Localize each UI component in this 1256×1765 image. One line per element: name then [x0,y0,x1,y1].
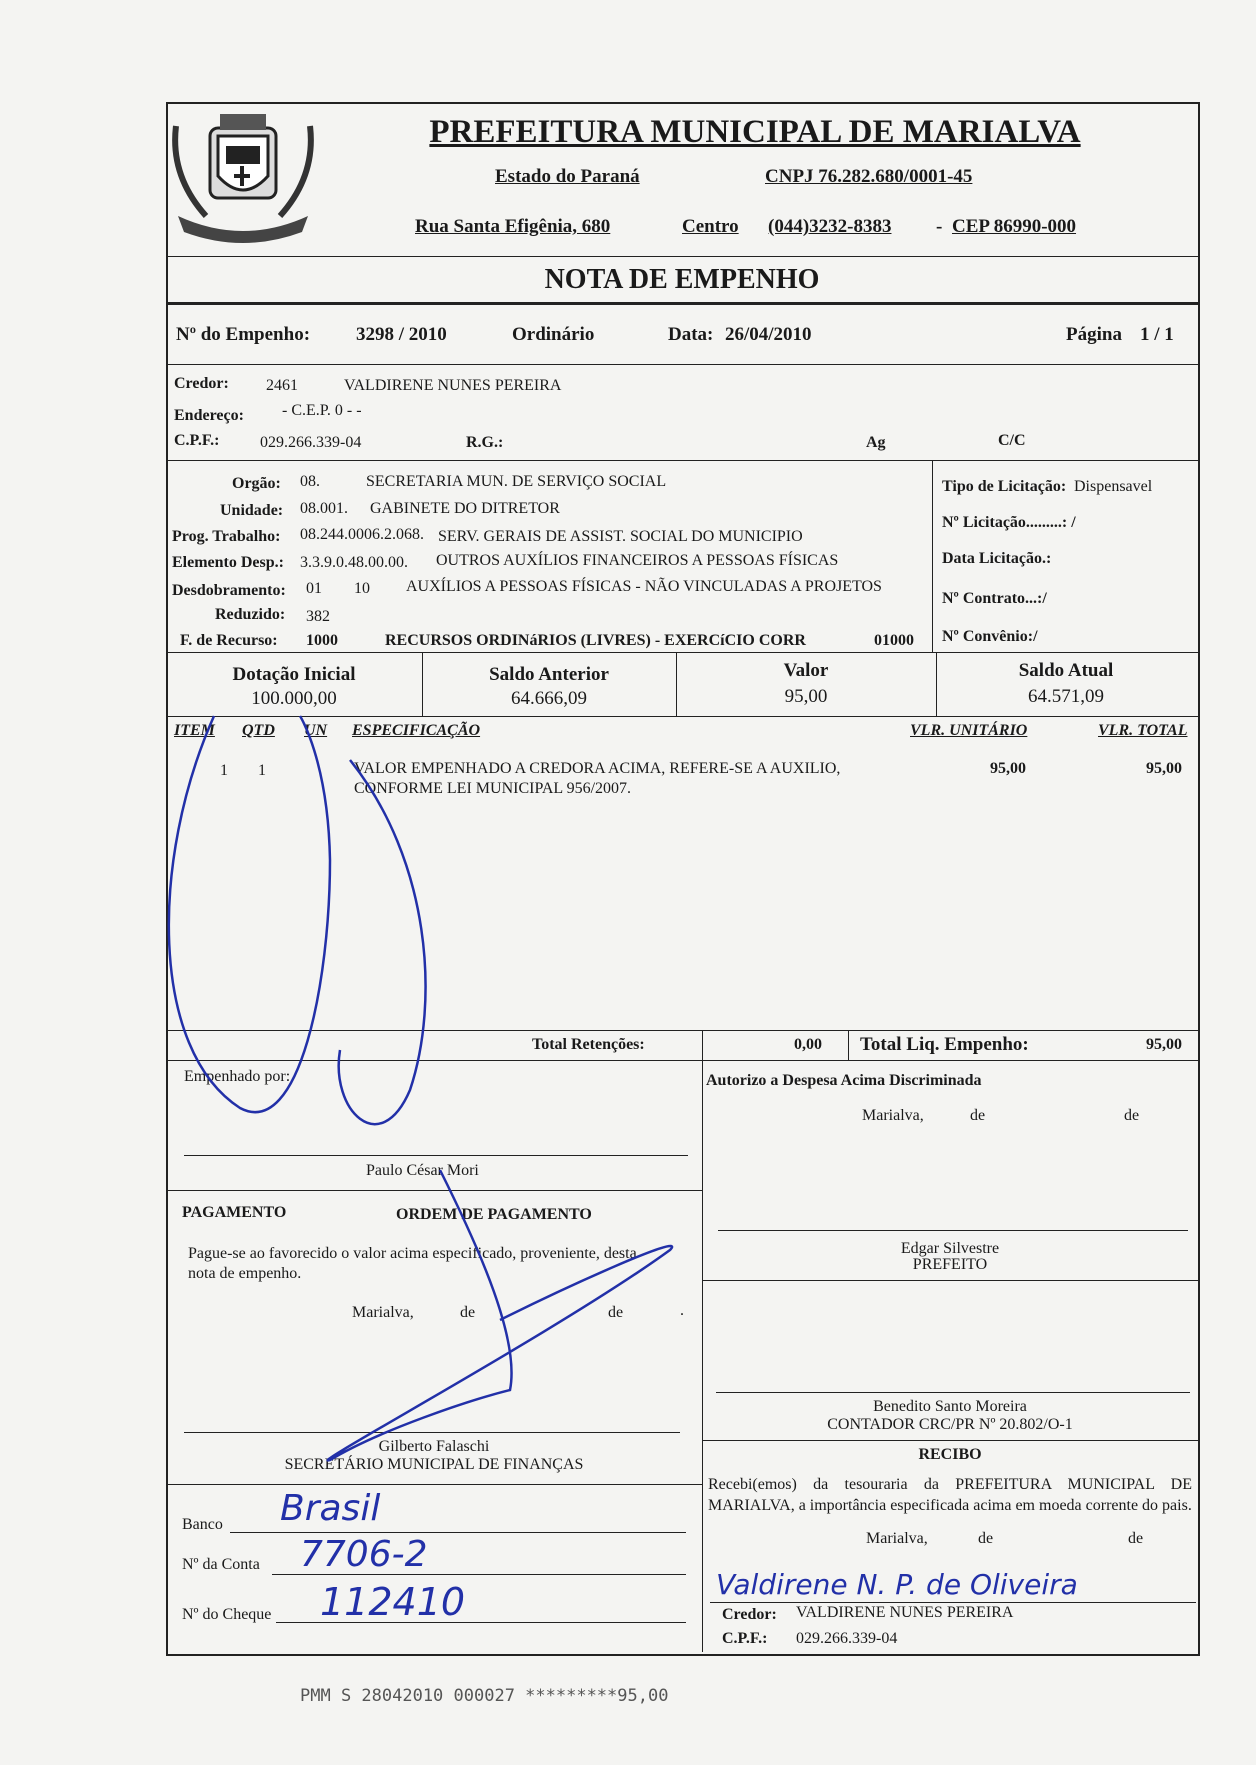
row-unit-value: 95,00 [990,760,1026,777]
prefeito-name: Edgar Silvestre [900,1240,1000,1257]
cc-label: C/C [998,432,1026,449]
elemento-code: 3.3.9.0.48.00.00. [300,554,408,571]
autorizo-de1: de [970,1107,986,1124]
data-licitacao: Data Licitação.: [942,550,1052,567]
total-liq-value: 95,00 [1146,1036,1182,1053]
fonte-number: 01000 [874,632,914,649]
header-dash: - [936,216,943,237]
autorizo-de2: de [1124,1107,1140,1124]
recibo-signature: Valdirene N. P. de Oliveira [716,1568,1078,1601]
pagamento-de1: de [460,1304,476,1321]
row-qtd: 1 [258,762,266,779]
page-label: Página [1066,324,1122,345]
autorizo-city: Marialva, [862,1107,924,1124]
pagamento-text: Pague-se ao favorecido o valor acima especificado, proveniente, desta nota de empenho. [188,1245,637,1282]
recibo-cpf-label: C.P.F.: [722,1630,768,1647]
contador-name: Benedito Santo Moreira [873,1398,1027,1415]
saldo-anterior-label: Saldo Anterior [489,664,609,685]
col-vlr-total: VLR. TOTAL [1098,722,1188,739]
cheque-value: 112410 [320,1580,466,1624]
empenho-type: Ordinário [512,324,595,345]
endereco-value: - C.E.P. 0 - - [282,402,362,419]
col-qtd: QTD [242,722,275,739]
col-especificacao: ESPECIFICAÇÃO [352,722,481,739]
recibo-credor-value: VALDIRENE NUNES PEREIRA [796,1604,1014,1621]
tipo-licitacao-value: Dispensavel [1074,478,1153,495]
credor-code: 2461 [266,377,298,394]
bank-stamp: PMM S 28042010 000027 *********95,00 [300,1686,669,1706]
page-value: 1 / 1 [1140,324,1174,345]
elemento-label: Elemento Desp.: [172,554,284,571]
elemento-name: OUTROS AUXÍLIOS FINANCEIROS A PESSOAS FÍSICAS [436,552,839,569]
prog-label: Prog. Trabalho: [172,528,281,545]
conta-value: 7706-2 [300,1534,428,1575]
banco-label: Banco [182,1516,223,1533]
credor-name: VALDIRENE NUNES PEREIRA [344,377,562,394]
prog-code: 08.244.0006.2.068. [300,526,424,543]
unidade-name: GABINETE DO DITRETOR [370,500,560,517]
phone-label: (044)3232-8383 [768,216,892,237]
prog-name: SERV. GERAIS DE ASSIST. SOCIAL DO MUNICIPIO [438,528,803,545]
numero-contrato: Nº Contrato...:/ [942,590,1047,607]
row-spec-line2: CONFORME LEI MUNICIPAL 956/2007. [354,780,632,797]
desdobramento-label: Desdobramento: [172,582,286,599]
conta-label: Nº da Conta [182,1556,260,1573]
orgao-name: SECRETARIA MUN. DE SERVIÇO SOCIAL [366,473,667,490]
cheque-label: Nº do Cheque [182,1606,272,1623]
credor-label: Credor: [174,375,229,392]
doc-title: NOTA DE EMPENHO [544,264,820,295]
empenho-label: Nº do Empenho: [176,324,311,345]
desdobramento-name: AUXÍLIOS A PESSOAS FÍSICAS - NÃO VINCULADAS A PROJETOS [406,578,882,595]
recibo-city: Marialva, [866,1530,928,1547]
recibo-de2: de [1128,1530,1144,1547]
autorizo-label: Autorizo a Despesa Acima Discriminada [706,1072,982,1089]
orgao-code: 08. [300,473,320,490]
fonte-code: 1000 [306,632,338,649]
municipality-title: PREFEITURA MUNICIPAL DE MARIALVA [429,114,1081,150]
reduzido-label: Reduzido: [215,606,286,623]
row-total-value: 95,00 [1146,760,1182,777]
saldo-anterior-value: 64.666,09 [511,688,587,709]
empenho-number: 3298 / 2010 [356,324,447,345]
banco-value: Brasil [280,1488,381,1529]
col-vlr-unitario: VLR. UNITÁRIO [910,722,1028,739]
numero-licitacao: Nº Licitação.........: / [942,514,1076,531]
endereco-label: Endereço: [174,407,244,424]
pagamento-dot: . [680,1302,684,1319]
dotacao-label: Dotação Inicial [232,664,356,685]
secretario-name: Gilberto Falaschi [378,1438,490,1455]
unidade-code: 08.001. [300,500,348,517]
district-label: Centro [682,216,739,237]
total-retencoes-label: Total Retenções: [532,1036,645,1053]
pagamento-city: Marialva, [352,1304,414,1321]
recibo-credor-label: Credor: [722,1606,777,1623]
pagamento-label: PAGAMENTO [182,1204,287,1221]
fonte-label: F. de Recurso: [180,632,278,649]
col-item: ITEM [174,722,215,739]
cep-label: CEP 86990-000 [952,216,1077,237]
saldo-atual-value: 64.571,09 [1028,686,1104,707]
empenhado-label: Empenhado por: [184,1068,291,1085]
pagamento-de2: de [608,1304,624,1321]
col-un: UN [304,722,328,739]
valor-label: Valor [783,660,829,681]
recibo-text: Recebi(emos) da tesouraria da PREFEITURA MUNICIPAL DE MARIALVA, a importância especificada acima em moeda corrente do pais. [708,1476,1192,1514]
rg-label: R.G.: [466,434,504,451]
recibo-cpf-value: 029.266.339-04 [796,1630,898,1647]
valor-value: 95,00 [784,686,828,707]
cnpj-label: CNPJ 76.282.680/0001-45 [765,166,973,187]
cpf-value: 029.266.339-04 [260,434,362,451]
numero-convenio: Nº Convênio:/ [942,628,1038,645]
row-item: 1 [220,762,228,779]
desdobramento-code2: 10 [354,580,370,597]
ordem-pagamento-label: ORDEM DE PAGAMENTO [396,1206,592,1223]
street-label: Rua Santa Efigênia, 680 [415,216,611,237]
state-label: Estado do Paraná [495,166,640,187]
fonte-name: RECURSOS ORDINáRIOS (LIVRES) - EXERCíCIO CORR [385,632,806,649]
contador-role: CONTADOR CRC/PR Nº 20.802/O-1 [827,1416,1073,1433]
unidade-label: Unidade: [220,502,284,519]
prefeito-role: PREFEITO [912,1256,988,1273]
date-label: Data: [668,324,714,345]
cpf-label: C.P.F.: [174,432,220,449]
ag-label: Ag [866,434,886,451]
dotacao-value: 100.000,00 [251,688,337,709]
recibo-title: RECIBO [918,1446,982,1463]
row-spec-line1: VALOR EMPENHADO A CREDORA ACIMA, REFERE-SE A AUXILIO, [354,760,841,777]
reduzido-value: 382 [306,608,330,625]
total-retencoes-value: 0,00 [794,1036,822,1053]
date-value: 26/04/2010 [725,324,812,345]
secretario-role: SECRETÁRIO MUNICIPAL DE FINANÇAS [284,1456,584,1473]
recibo-de1: de [978,1530,994,1547]
saldo-atual-label: Saldo Atual [1018,660,1114,681]
tipo-licitacao-label: Tipo de Licitação: [942,478,1067,495]
empenhado-name: Paulo César Mori [366,1162,479,1179]
total-liq-label: Total Liq. Empenho: [860,1034,1029,1055]
orgao-label: Orgão: [232,475,281,492]
desdobramento-code1: 01 [306,580,322,597]
